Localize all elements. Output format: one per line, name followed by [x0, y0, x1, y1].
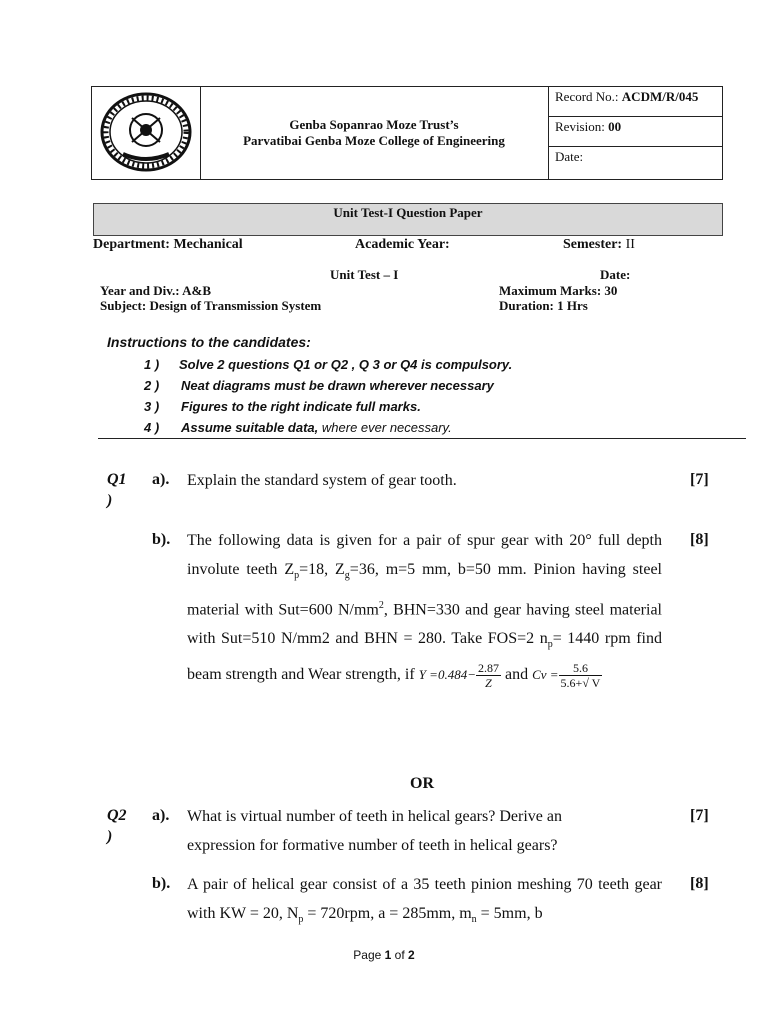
q1b-t4: , BHN=330 and gear having steel material with Sut=510 N/mm2 and BHN = 280. Take FOS=2 n	[187, 601, 662, 648]
test-date: Date:	[600, 267, 631, 282]
college-name: Parvatibai Genba Moze College of Engineering	[243, 133, 505, 148]
semester-label: Semester:	[563, 237, 623, 252]
revision-row	[549, 117, 723, 147]
date-row	[549, 147, 723, 179]
q1b-t3: =36, m=5 mm, b=50 mm. Pinion having steel material with Sut=600 N/mm	[187, 561, 663, 619]
instruction-text-2: Neat diagrams must be drawn wherever necessary	[181, 378, 494, 393]
separator-rule	[98, 438, 746, 439]
formula-y-lhs: Y =0.484−	[418, 666, 476, 682]
instruction-num-1: 1 )	[144, 357, 160, 372]
q1a-text: Explain the standard system of gear tooth.	[187, 472, 457, 489]
year-div: Year and Div.: A&B	[100, 283, 211, 298]
q1a-label: a).	[152, 471, 170, 488]
date-label: Date:	[555, 149, 584, 164]
paper-title: Unit Test-I Question Paper	[93, 203, 723, 236]
q1-label: Q1	[107, 471, 127, 488]
formula-cv-fraction	[559, 661, 603, 690]
q1b-label: b).	[152, 531, 171, 548]
q2b-t3: = 5mm, b	[476, 905, 543, 923]
q1b-t1: The following data is given for a pair of spur gear with 20° full depth involute teeth Z	[187, 532, 662, 579]
college-seal-logo	[99, 92, 193, 174]
q2b-s2: n	[471, 914, 477, 926]
formula-cv-lhs: Cv =	[532, 666, 559, 682]
q2-label: Q2	[107, 807, 127, 824]
footer-total-pages: 2	[408, 948, 415, 962]
record-row	[549, 87, 723, 117]
academic-year: Academic Year:	[355, 237, 450, 252]
college-name-cell	[201, 87, 547, 179]
instruction-num-2: 2 )	[144, 378, 160, 393]
unit-test: Unit Test – I	[330, 267, 399, 282]
q1-label-tail: )	[107, 492, 113, 509]
q1b-marks: [8]	[690, 531, 709, 548]
q1b-s3: p	[547, 639, 553, 651]
formula-cv-den: 5.6+√ V	[560, 675, 601, 690]
footer-of-word: of	[394, 948, 405, 962]
q2b-label: b).	[152, 875, 171, 892]
q2a-marks: [7]	[690, 807, 709, 824]
revision-value: 00	[608, 119, 622, 134]
q1b-t2: =18, Z	[299, 561, 345, 579]
q2b-s1: p	[298, 914, 304, 926]
trust-name: Genba Sopanrao Moze Trust’s	[289, 117, 459, 132]
q2a-label: a).	[152, 807, 170, 824]
formula-y-fraction	[476, 661, 501, 690]
q2b-marks: [8]	[690, 875, 709, 892]
instruction-num-4: 4 )	[144, 420, 160, 435]
q2a-text: What is virtual number of teeth in helical gears? Derive an expression for formative number of teeth in helical gears?	[187, 808, 562, 855]
semester-value: II	[625, 237, 635, 252]
q1b-s2: g	[344, 570, 350, 582]
formula-y-num: 2.87	[477, 660, 499, 675]
q1b-text	[187, 526, 662, 690]
instruction-text-4-tail: where ever necessary.	[318, 420, 452, 435]
header-table	[91, 86, 723, 180]
record-label: Record No.:	[555, 89, 619, 104]
instruction-text-1: Solve 2 questions Q1 or Q2 , Q 3 or Q4 is compulsory.	[179, 357, 513, 372]
q1b-s1: p	[294, 570, 300, 582]
q2-label-tail: )	[107, 828, 113, 845]
footer-current-page: 1	[384, 948, 392, 962]
instruction-text-3: Figures to the right indicate full marks.	[181, 399, 421, 414]
instruction-text-4-main: Assume suitable data,	[181, 420, 319, 435]
record-value: ACDM/R/045	[621, 89, 699, 104]
semester	[563, 237, 635, 253]
instruction-num-3: 3 )	[144, 399, 160, 414]
or-separator: OR	[410, 775, 434, 792]
record-cell	[548, 87, 723, 179]
max-marks: Maximum Marks: 30	[499, 283, 618, 298]
revision-label: Revision:	[555, 119, 605, 134]
instructions-heading: Instructions to the candidates:	[107, 334, 311, 350]
department: Department: Mechanical	[93, 237, 243, 252]
q1b-t5: = 1440 rpm find beam strength and Wear strength, if	[187, 630, 662, 683]
q1a-marks: [7]	[690, 471, 709, 488]
formula-and: and	[500, 665, 533, 683]
footer-page-word: Page	[353, 948, 382, 962]
instruction-text-4	[181, 420, 452, 435]
page-footer	[0, 948, 768, 962]
duration: Duration: 1 Hrs	[499, 298, 588, 313]
logo-cell	[92, 87, 201, 179]
q2b-text	[187, 870, 662, 935]
q2b-t2: = 720rpm, a = 285mm, m	[303, 905, 472, 923]
q1b-sup: 2	[378, 599, 384, 611]
q2b-t1: A pair of helical gear consist of a 35 teeth pinion meshing 70 teeth gear with KW = 20, N	[187, 876, 662, 923]
formula-y-den: Z	[485, 675, 492, 690]
subject: Subject: Design of Transmission System	[100, 298, 322, 313]
formula-cv-num: 5.6	[559, 661, 603, 676]
